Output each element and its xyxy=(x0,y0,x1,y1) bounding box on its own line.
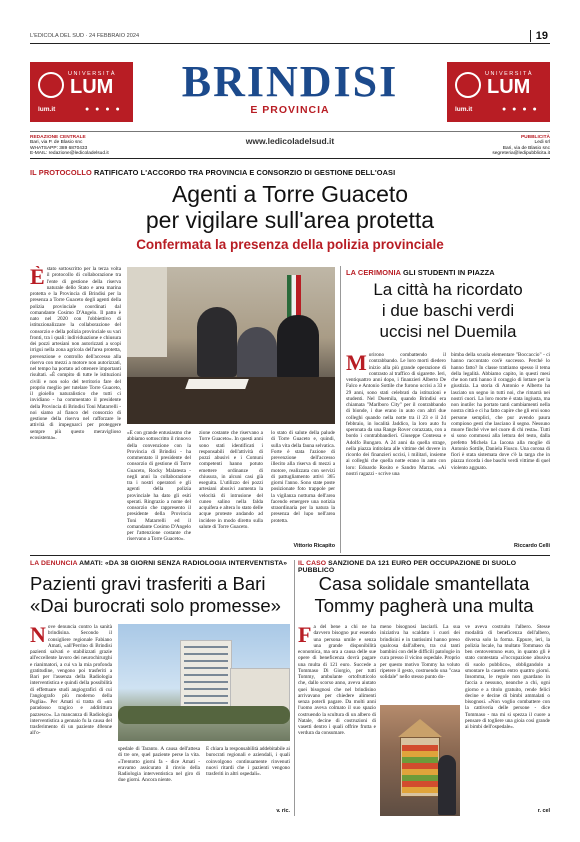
article1-kicker xyxy=(30,168,550,177)
pub-name: Ledi srl xyxy=(534,140,550,146)
person xyxy=(438,755,456,815)
article1-col3: zione costante che riservano a Torre Guaceto». In questi anni sono stati identificati i responsabili dell'attività di pozzi abusivi e i Comuni competenti hanno potuto emettere ordinanze di chiusura, in alcuni casi già eseguita. L'utilizzo dei pozzi artesiani abusivi aumenta la velocità di intrusione del cuneo salino nella falda acquifera e altera lo stato delle acque proteste andando ad incidere in modo diretto sulla salute di Torre Guaceto. xyxy=(199,430,263,530)
article2-headline-3: uccisi nel Duemila xyxy=(379,322,517,341)
article4-signature: r. cel xyxy=(537,808,550,814)
pub-addr: Bari, via de Blasio snc xyxy=(502,145,550,151)
article3-kicker-text: AMATI: «DA 38 GIORNI SENZA RADIOLOGIA INTERVENTISTA» xyxy=(79,560,288,567)
redazione-email: E-MAIL: redazione@ledicoladelsud.it xyxy=(30,151,109,157)
article4-photo xyxy=(380,705,460,816)
masthead-subtitle: E PROVINCIA xyxy=(250,104,330,116)
social-icons-right: ● ● ● ● xyxy=(502,106,539,113)
article3-signature: v. ric. xyxy=(276,808,290,814)
article4-kicker-text: SANZIONE DA 121 EURO PER OCCUPAZIONE DI SUOLO PUBBLICO xyxy=(298,560,517,574)
article1-subhead: Confermata la presenza della polizia provinciale xyxy=(136,237,444,252)
fruit-crates xyxy=(402,745,438,793)
article1-photo xyxy=(127,267,335,424)
photo-papers xyxy=(185,379,249,389)
redazione-addr: Bari, via P. de Blasio snc xyxy=(30,140,83,146)
photo-person-3 xyxy=(277,315,319,380)
logo-univ-right: UNIVERSITÀ xyxy=(485,71,534,77)
info-band xyxy=(30,131,550,159)
redazione-label: REDAZIONE CENTRALE xyxy=(30,135,86,140)
masthead-title: BRINDISI xyxy=(181,57,399,106)
article1-kicker-tag: IL PROTOCOLLO xyxy=(30,168,92,177)
article3-col1: Nove denuncia contro la sanità brindisina. Secondo il consigliere regionale Fabiano Amati, «all'Perrino di Brindisi pazienti salvati e stabilizzati grazie all'eccellente lavoro dei neurochirurghi e rianimatori, a cui va la mia profonda gratitudine, vengono poi trasferiti a Bari per l'assenza della Radiologia interventistica e quindi della possibilità di effettuare studi angiografici di cui l'angiografo più moderno della Puglia». Per Amati si tratta di «un paradosso tragico e addirittura pazzesco». La mancanza di Radiologia interventistica a gennaio fu la causa del trasferimento di un paziente 40enne all'o- xyxy=(30,624,112,737)
top-strip xyxy=(30,30,550,44)
hospital-windows xyxy=(184,646,228,714)
article4-headline-1: Casa solidale smantellata xyxy=(318,573,530,594)
article1-signature: Vittorio Ricapito xyxy=(293,543,335,549)
website[interactable]: www.ledicoladelsud.it xyxy=(245,136,335,146)
article2-headline-2: i due baschi verdi xyxy=(381,301,515,320)
article3-kicker xyxy=(30,560,290,567)
article3-kicker-tag: LA DENUNCIA xyxy=(30,560,78,567)
article3-col2: spedale di Taranto. A causa dell'attesa di tre ore, quel paziente perse la vita. «Trentotto giorni fa - dice Amati - eravamo assicurato il rinvio della Radiologia interventistica nel giro di due giorni. Ancora niente. xyxy=(118,746,200,784)
article2-col1: Morirono combattendo il contrabbando. Le loro morti diedero inizio alla più grande operazione di contrasto al traffico di sigarette. Ieri, ventiquattro anni dopo, i finanzieri Alberto De Falco e Antonio Sottile che furono uccisi a 33 e 29 anni, sono stati celebrati da istituzioni e studenti. Nel Duemila, quando Brindisi era chiamata "Marlboro City" per il contrabbando di bionde, i due erano in auto con altri due colleghi quando nella notte tra il 23 e il 24 febbraio, in località Jaddico, la loro auto fu speronata da una Range Rover corazzata, con a bordo i contrabbandieri. Giuseppe Contessa e Adolfo Bungaro. A 24 anni da quella strage, nella piazza intitolata alle vittime del dovere in ricordo dei finanzieri uccisi, i militari, insieme ai colleghi che quella notte erano in auto con loro: Edoardo Rosito e Sandro Marras. «Ai nostri ragazzi - scrive una xyxy=(346,352,446,477)
redazione-whatsapp: WHATSAPP: 389 6870433 xyxy=(30,145,88,151)
logo-site: lum.it xyxy=(38,106,56,113)
article1-headline-2: per vigilare sull'area protetta xyxy=(145,207,435,233)
logo-site-right: lum.it xyxy=(455,106,473,113)
article4-kicker-tag: IL CASO xyxy=(298,560,327,567)
photo-person-2 xyxy=(237,327,277,382)
logo-seal-icon-right xyxy=(455,72,481,98)
article3-headline-2: «Dai burocrati solo promesse» xyxy=(30,595,281,616)
paper-date: L'EDICOLA DEL SUD · 24 FEBBRAIO 2024 xyxy=(30,33,140,39)
article1-kicker-text: RATIFICATO L'ACCORDO TRA PROVINCIA E CONSORZIO DI GESTIONE DELL'OASI xyxy=(93,168,396,177)
lum-logo-left xyxy=(30,62,133,122)
article2-signature: Riccardo Celli xyxy=(514,543,550,549)
article2-kicker-text: GLI STUDENTI IN PIAZZA xyxy=(403,268,495,277)
article3-headline-1: Pazienti gravi trasferiti a Bari xyxy=(30,573,266,594)
article2-kicker xyxy=(346,268,550,277)
logo-seal-icon xyxy=(38,72,64,98)
article1-col1: Èstato sottoscritto per la terza volta il protocollo di collaborazione tra l'ente di gestione della riserva naturale dello Stato e area marina protetta e la Provincia di Brindisi per la presenza a Torre Guaceto degli agenti della polizia provinciale coordinati dal comandante Cosimo D'Angelo. Il patto è nato nel 2020 con l'obbiettivo di istituzionalizzare la collaborazione del consorzio e della polizia provinciale su vari fronti, tra i quali: individuazione e chiusura dei pozzi artesiani non autorizzati a scopi irrigui nella zona agricola dell'area protetta, prevenzione e controllo dell'accesso alla riserva con mezzi a motore non autorizzati, nel tempo ha portato ad ottenere importanti risultati. «È compito di tutte le istituzioni civili e non solo del territorio fare del proprio meglio per tutelare Torre Guaceto, il gioiello naturalistico che tutti ci invidiano - ha commentato il presidente della Provincia di Brindisi Toni Matarrelli - noi siamo al fianco del consorzio di gestione della riserva nel rafforzare le attività di impegnarci per proteggere sempre più questo meraviglioso ecosistema». xyxy=(30,266,121,441)
pub-email: segreteria@ledipubblicita.it xyxy=(492,151,550,157)
article3-col3: È chiara la responsabilità addebitabile ai burocrati regionali e aziendali, i quali coinvolgono continuamente rinvenuti nuovi ritardi che i pazienti vengono trasferiti in altri ospedali». xyxy=(206,746,290,777)
logo-name-right: LUM xyxy=(487,76,531,98)
article4-headline-2: Tommy pagherà una multa xyxy=(314,595,534,616)
logo-name: LUM xyxy=(70,76,114,98)
article3-photo xyxy=(118,624,290,741)
logo-univ: UNIVERSITÀ xyxy=(68,71,117,77)
photo-person-1 xyxy=(197,307,237,377)
article1-col2: «È con grande entusiasmo che abbiamo sottoscritto il rinnovo della convenzione con la Provincia di Brindisi - ha commentato il presidente del consorzio di gestione di Torre Guaceto, Rocky Malatesta - negli anni la collaborazione tra i nostri operatori e gli agenti della polizia provinciale ha dato gli esiti sperati. Ringrazio a nome del consorzio che rappresento il presidente della Provincia Toni Matarrelli ed il comandante Cosimo D'Angelo per l'attenzione costante che riservano a Torre Guaceto». xyxy=(127,430,191,543)
article4-col2: meno bisognosi lasciarli. La sua iniziativa ha scaldato i cuori dei brindisini e in tantissimi hanno preso qualcosa dall'albero, tra cui tanti bambini con delle difficili patologie in cura presso il vicino ospedale. Proprio per questo motivo Tommy ha voluto ripetere il gesto, costruendo una "casa solidale" nello stesso punto do- xyxy=(380,624,460,680)
article2-col2: bimba della scuola elementare "Boccaccio" - ci hanno raccontato cos'è successo. Perché lo hanno fatto? In classe trattiamo spesso il tema della legalità. Abbiamo capito, in questi mesi che non tutti hanno il coraggio di lottare per la giustizia. La storia di Antonio e Alberto ha lasciato un segno in tutti noi, che rimarrà nei nostri cuori. La loro morte è stata ingiusta, ma non inutile: ha portato tanti cambiamenti nella nostra città e ci ha fatto capire che gli eroi sono persone semplici, che pur avendo paura compiono gesti che lasciano il segno. Nessuno muore finché vive nel cuore di chi resta». Tutti si sono commossi alla lettura del testo, dalla prefetto Michela La Iacona alla moglie di Antonio Sottile, Daniela Fiusco. Una corona di fiori è stata sistemata dove c'è la targa che in piazza ricorda i due baschi verdi vittime di quel violento agguato. xyxy=(451,352,550,471)
trees xyxy=(118,706,290,724)
article4-col1: Fa del bene a chi ne ha davvero bisogno pur essendo una persona umile e senza una grande disponibilità economica, ma ora a causa delle sue opere di beneficenza dovrà pagare una multa di 121 euro. Succede a Tommaso Di Giorgio, per tutti Tommy, ambulante ortofrutticolo che, dallo scorso anno, aveva aiutato quei bisognosi che nel brindisino arrivavano per chiedere alimenti senza poterli pagare. Da molti anni l'uomo aveva colmato il suo spazio costruendo la scultura di un albero di Natale, decine di costruzioni di vasetti dentro i quali offrire frutta e verdura da consumare. xyxy=(298,624,376,737)
article4-kicker xyxy=(298,560,550,574)
article2-headline-1: La città ha ricordato xyxy=(373,280,523,299)
article2-kicker-tag: LA CERIMONIA xyxy=(346,268,401,277)
article1-headline-1: Agenti a Torre Guaceto xyxy=(171,181,409,207)
article1-col4: lo stato di salute della palude di Torre Guaceto e, quindi, sulla vita della fauna selvatica. Forte è stata l'azione di prevenzione dell'accesso illecito alla riserva di mezzi a motore, realizzata con servizi di pattugliamento attivi 365 giorni l'anno. Sono state poste posizionate foto trappole per la vigilanza notturna dell'area facendo emergere una notizia straordinaria per la natura la presenza del lupo nell'area protetta. xyxy=(271,430,335,524)
pub-label: PUBBLICITÀ xyxy=(520,135,550,140)
lum-logo-right xyxy=(447,62,550,122)
photo-window xyxy=(127,267,167,357)
page-number: 19 xyxy=(530,30,548,42)
casa-solidale-roof xyxy=(398,719,442,737)
article4-col3: ve aveva costruito l'albero. Stesse modalità di beneficenza dell'albero, diversa solo la forma. Eppure, ieri, la polizia locale, ha multato Tommaso da ben centoventuno euro, in quanto gli è stato contestata «l'occupazione abusiva di suolo pubblico», obbligandolo a smontare la casetta entro quattro giorni. Insomma, le regole non guardano in faccia a nessuno, neanche a chi, ogni giorno e a titolo gratuito, rende felici decine e decine di bimbi ammalati o bisognosi. «Non voglio combattere con la cattiveria delle persone - dice Tommaso - ma mi si spezza il cuore a pensare di togliere una gioia così grande ai bimbi dell'ospedale». xyxy=(465,624,550,730)
social-icons: ● ● ● ● xyxy=(85,106,122,113)
